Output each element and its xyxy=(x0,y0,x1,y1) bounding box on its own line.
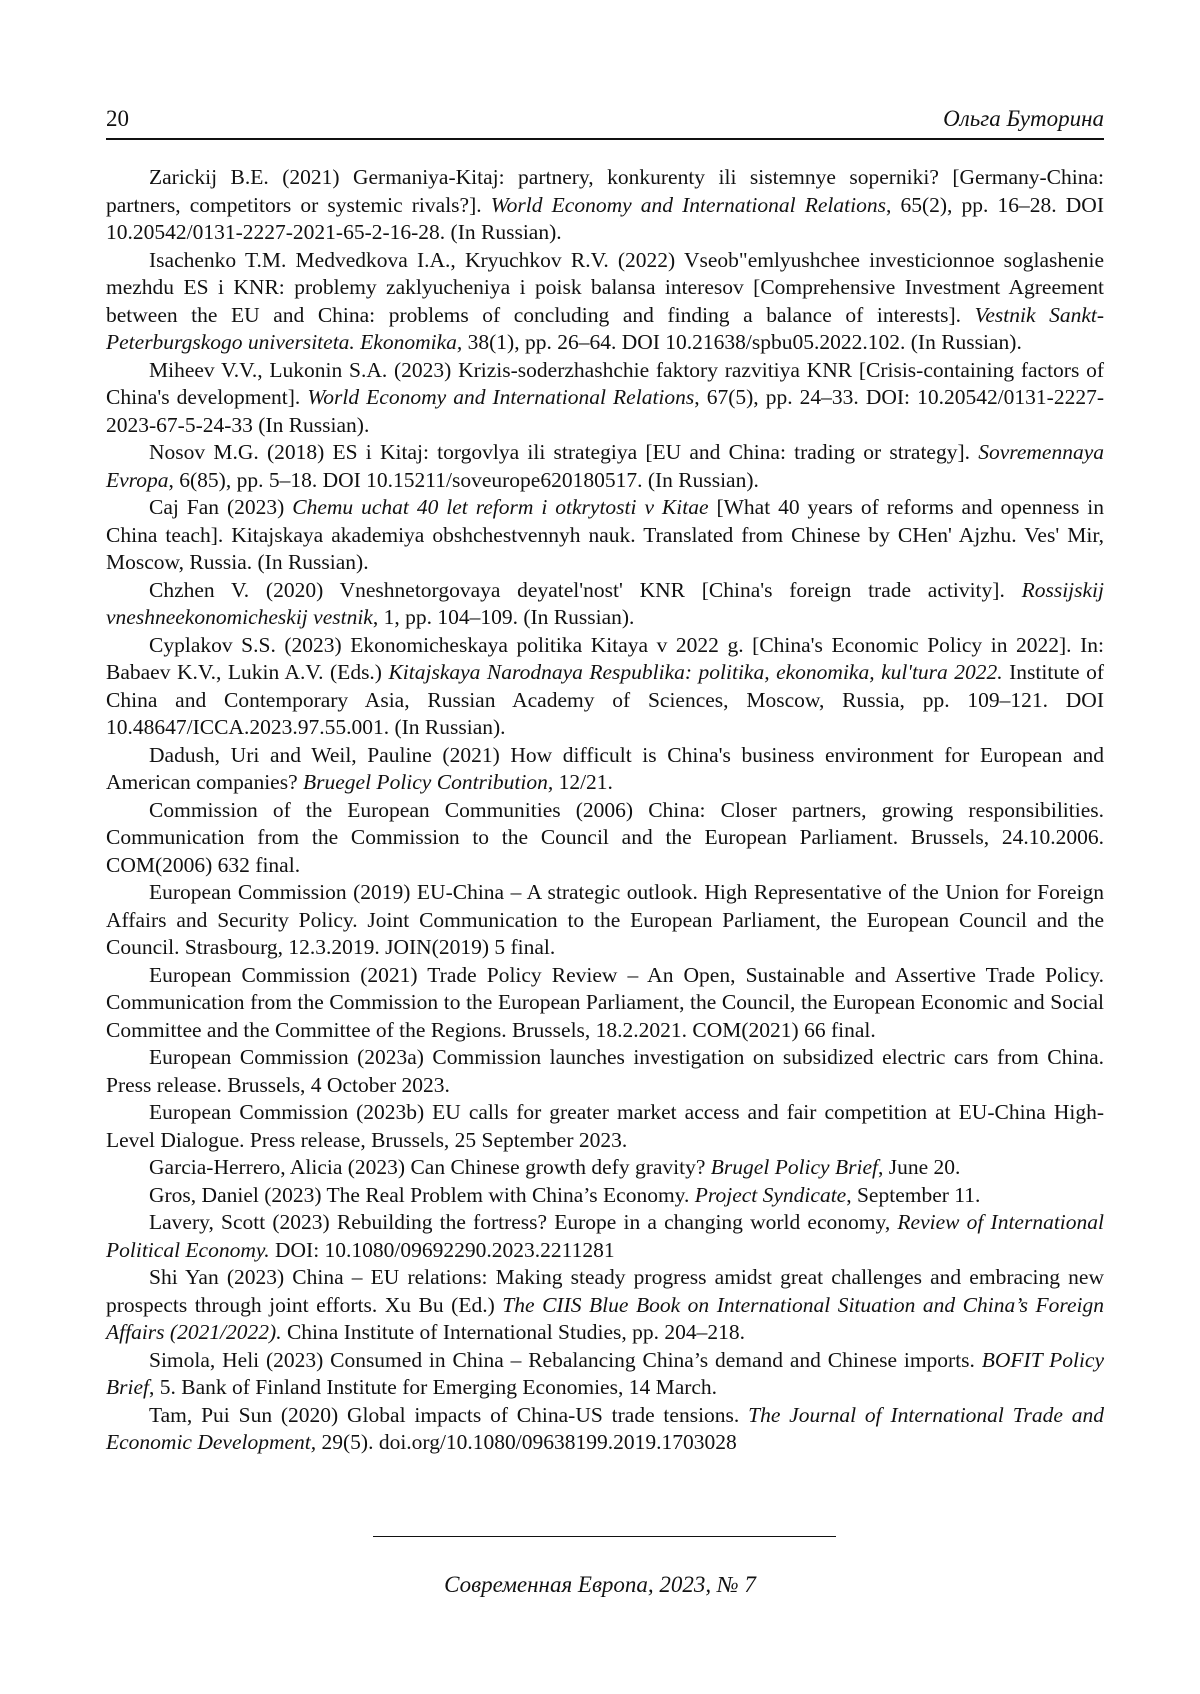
reference-source-title: World Economy and International Relations xyxy=(490,192,886,217)
reference-list xyxy=(106,164,1104,1457)
reference-text: Zarickij B.E. (2021) Germaniya-Kitaj: partnery, konkurenty ili sistemnye soperniki? [Germany-China: partners, competitors or systemic rivals?]. xyxy=(106,165,1104,217)
reference-entry xyxy=(106,1182,1104,1210)
reference-source-title: Bruegel Policy Contribution, xyxy=(303,770,554,794)
reference-text: Chzhen V. (2020) Vneshnetorgovaya deyatel'nost' KNR [China's foreign trade activity]. xyxy=(149,577,1022,602)
reference-text: Commission of the European Communities (2006) China: Closer partners, growing responsibilities. Communication from the Commission to the Council and the European Parliament. Brussels, 24.10.2006. COM(2006) 632 final. xyxy=(106,797,1104,877)
reference-text: Institute of China and Contemporary Asia, Russian Academy of Sciences, Moscow, Russia, pp. 109–121. DOI 10.48647/ICCA.2023.97.55.001. (In Russian). xyxy=(106,660,1104,739)
reference-source-title: Sovremennaya Evropa xyxy=(106,440,1104,492)
reference-text: , 65(2), pp. 16–28. DOI 10.20542/0131-2227-2021-65-2-16-28. (In Russian). xyxy=(106,192,1104,244)
reference-entry xyxy=(106,1209,1104,1264)
reference-text: European Commission (2021) Trade Policy Review – An Open, Sustainable and Assertive Trade Policy. Communication from the Commission to the European Parliament, the Council, the European Economic and Social Committee and the Committee of the Regions. Brussels, 18.2.2021. COM(2021) 66 final. xyxy=(106,962,1104,1042)
reference-source-title: Review of International Political Economy. xyxy=(106,1210,1104,1262)
reference-text: China Institute of International Studies, pp. 204–218. xyxy=(281,1320,745,1344)
reference-text: , June 20. xyxy=(877,1155,961,1179)
reference-text: European Commission (2019) EU-China – A strategic outlook. High Representative of the Union for Foreign Affairs and Security Policy. Joint Communication to the European Parliament, the European Council and the Council. Strasbourg, 12.3.2019. JOIN(2019) 5 final. xyxy=(106,880,1104,959)
reference-source-title: BOFIT Policy Brief xyxy=(106,1347,1105,1399)
reference-entry xyxy=(106,632,1104,742)
reference-entry xyxy=(106,797,1104,880)
reference-text: Simola, Heli (2023) Consumed in China – Rebalancing China’s demand and Chinese imports. xyxy=(149,1347,982,1372)
reference-entry xyxy=(106,1264,1104,1347)
reference-source-title: Vestnik Sankt-Peterburgskogo universiteta. Ekonomika, xyxy=(106,302,1104,354)
reference-source-title: Project Syndicate xyxy=(694,1182,847,1207)
reference-entry xyxy=(106,577,1104,632)
reference-entry xyxy=(106,742,1104,797)
reference-source-title: World Economy and International Relations xyxy=(307,385,695,409)
reference-text: Caj Fan (2023) xyxy=(149,495,293,519)
reference-text: Shi Yan (2023) China – EU relations: Making steady progress amidst great challenges and embracing new prospects through joint efforts. Xu Bu (Ed.) xyxy=(106,1265,1104,1317)
reference-text: , 6(85), pp. 5–18. DOI 10.15211/soveurope620180517. (In Russian). xyxy=(168,467,759,492)
reference-text: European Commission (2023a) Commission launches investigation on subsidized electric cars from China. Press release. Brussels, 4 October 2023. xyxy=(106,1045,1104,1097)
reference-text: Cyplakov S.S. (2023) Ekonomicheskaya politika Kitaya v 2022 g. [China's Economic Policy in 2022]. In: Babaev K.V., Lukin A.V. (Eds.) xyxy=(106,632,1104,684)
reference-text: , 1, pp. 104–109. (In Russian). xyxy=(372,605,635,629)
running-header xyxy=(106,100,1104,140)
reference-text: Miheev V.V., Lukonin S.A. (2023) Krizis-soderzhashchie faktory razvitiya KNR [Crisis-containing factors of China's development]. xyxy=(106,357,1104,409)
reference-source-title: Kitajskaya Narodnaya Respublika: politika, ekonomika, kul'tura 2022. xyxy=(388,660,1003,684)
reference-text: , 67(5), pp. 24–33. DOI: 10.20542/0131-2227-2023-67-5-24-33 (In Russian). xyxy=(106,385,1104,437)
reference-entry xyxy=(106,1154,1104,1182)
reference-text: 12/21. xyxy=(553,770,613,794)
reference-entry xyxy=(106,962,1104,1045)
reference-text: Tam, Pui Sun (2020) Global impacts of China-US trade tensions. xyxy=(149,1402,749,1427)
page-number: 20 xyxy=(106,106,129,131)
reference-entry xyxy=(106,439,1104,494)
running-author: Ольга Буторина xyxy=(943,106,1104,131)
reference-entry xyxy=(106,879,1104,962)
reference-entry xyxy=(106,164,1104,247)
reference-text: Isachenko T.M. Medvedkova I.A., Kryuchkov R.V. (2022) Vseob"emlyushchee investicionnoe soglashenie mezhdu ES i KNR: problemy zaklyucheniya i poisk balansa interesov [Comprehensive Investment Agreement between the EU and China: problems of concluding and finding a balance of interests]. xyxy=(106,247,1104,327)
reference-text: Lavery, Scott (2023) Rebuilding the fortress? Europe in a changing world economy, xyxy=(149,1210,898,1234)
reference-entry xyxy=(106,1347,1104,1402)
reference-entry xyxy=(106,247,1104,357)
reference-text: 29(5). doi.org/10.1080/09638199.2019.1703028 xyxy=(316,1430,737,1454)
reference-text: Dadush, Uri and Weil, Pauline (2021) How difficult is China's business environment for European and American companies? xyxy=(106,742,1104,794)
reference-entry xyxy=(106,1402,1104,1457)
reference-text: Gros, Daniel (2023) The Real Problem with China’s Economy. xyxy=(149,1182,695,1207)
reference-text: 38(1), pp. 26–64. DOI 10.21638/spbu05.2022.102. (In Russian). xyxy=(462,330,1022,354)
reference-text: , 5. Bank of Finland Institute for Emerging Economies, 14 March. xyxy=(149,1375,718,1399)
reference-entry xyxy=(106,1099,1104,1154)
reference-text: [What 40 years of reforms and openness in China teach]. Kitajskaya akademiya obshchestvennyh nauk. Translated from Chinese by CHen' Ajzhu. Ves' Mir, Moscow, Russia. (In Russian). xyxy=(106,495,1104,574)
journal-footer: Современная Европа, 2023, № 7 xyxy=(444,1572,756,1597)
reference-entry xyxy=(106,494,1104,577)
reference-source-title: The CIIS Blue Book on International Situation and China’s Foreign Affairs (2021/2022). xyxy=(106,1292,1104,1344)
reference-text: Nosov M.G. (2018) ES i Kitaj: torgovlya ili strategiya [EU and China: trading or strategy]. xyxy=(149,440,979,464)
reference-text: Garcia-Herrero, Alicia (2023) Can Chinese growth defy gravity? xyxy=(149,1155,711,1179)
reference-source-title: Chemu uchat 40 let reform i otkrytosti v Kitae xyxy=(292,495,709,519)
reference-entry xyxy=(106,357,1104,440)
reference-text: DOI: 10.1080/09692290.2023.2211281 xyxy=(269,1237,615,1262)
reference-text: , September 11. xyxy=(846,1182,981,1207)
reference-entry xyxy=(106,1044,1104,1099)
reference-source-title: Rossijskij vneshneekonomicheskij vestnik xyxy=(106,577,1104,629)
reference-text: European Commission (2023b) EU calls for greater market access and fair competition at EU-China High-Level Dialogue. Press release, Brussels, 25 September 2023. xyxy=(106,1100,1104,1152)
reference-source-title: Brugel Policy Brief xyxy=(710,1155,878,1179)
end-rule-divider xyxy=(373,1536,836,1537)
reference-source-title: The Journal of International Trade and Economic Development, xyxy=(106,1402,1104,1454)
